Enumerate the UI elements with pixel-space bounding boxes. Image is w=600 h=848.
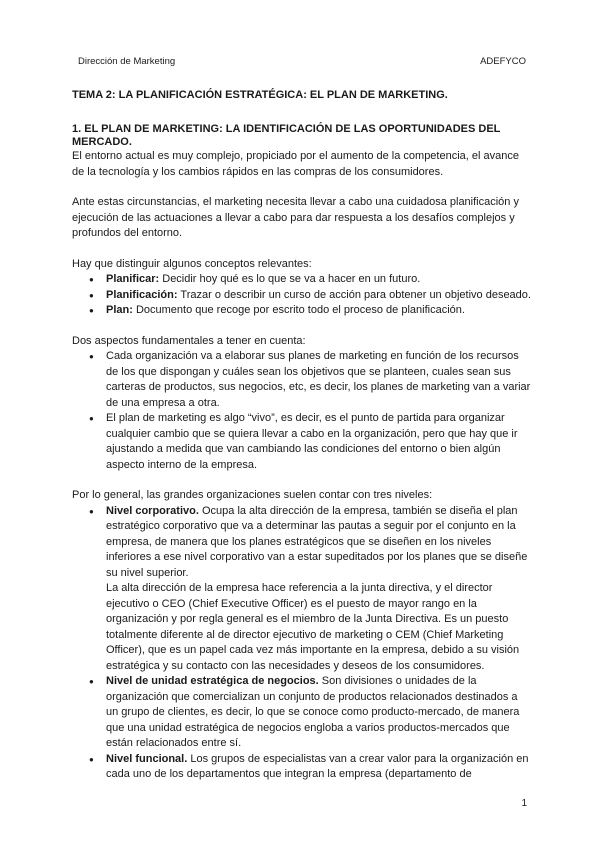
list-item <box>106 288 532 304</box>
document-body <box>72 88 532 783</box>
paragraph: Dos aspectos fundamentales a tener en cuenta: <box>72 334 306 347</box>
aspects-list <box>72 349 532 473</box>
paragraph: Ante estas circunstancias, el marketing necesita llevar a cabo una cuidadosa planificación y ejecución de las actuaciones a llevar a cabo para dar respuesta a los desafíos complejos y profundos del entorno. <box>72 196 519 239</box>
term: Nivel funcional. <box>106 752 188 765</box>
list-item <box>106 752 532 783</box>
list-item: ● El plan de marketing es algo “vivo”, es decir, es el punto de partida para organizar cualquier cambio que se quiera llevar a cabo en la organización, pero que hay que ir ajustando a medida que van cambiando las condiciones del entorno o bien algún aspecto interno de la empresa. <box>106 411 532 473</box>
term: Planificar: <box>106 273 160 285</box>
list-item <box>106 303 532 319</box>
definition: Documento que recoge por escrito todo el proceso de planificación. <box>132 304 465 316</box>
header-left: Dirección de Marketing <box>78 56 176 67</box>
definition: Trazar o describir un curso de acción para obtener un objetivo deseado. <box>177 288 531 301</box>
paragraph: Hay que distinguir algunos conceptos relevantes: <box>72 257 312 270</box>
header-right: ADEFYCO <box>480 56 526 67</box>
list-item <box>106 674 532 752</box>
definition-extra: La alta dirección de la empresa hace referencia a la junta directiva, y el director ejecutivo o CEO (Chief Executive Officer) es el puesto de mayor rango en la organización y por regla general es el miembro de la Junta Directiva. Es un puesto totalmente diferente al de director ejecutivo de marketing o CEM (Chief Marketing Officer), que es un papel cada vez más importante en la empresa, debido a su visión estratégica y su contacto con las necesidades y deseos de los consumidores. <box>106 582 520 672</box>
page-number: 1 <box>521 798 527 809</box>
levels-list <box>72 504 532 783</box>
definition: Son divisiones o unidades de la organización que comercializan un conjunto de productos relacionados destinados a un grupo de clientes, es decir, lo que se conoce como producto-mercado, de manera que una unidad estratégica de negocios engloba a varios productos-mercados que están relacionados entre sí. <box>106 675 520 749</box>
definition: Los grupos de especialistas van a crear valor para la organización en cada uno de los departamentos que integran la empresa (departamento de <box>106 752 529 780</box>
list-item <box>106 272 532 288</box>
section-heading: 1. EL PLAN DE MARKETING: LA IDENTIFICACIÓN DE LAS OPORTUNIDADES DEL MERCADO. <box>72 123 501 148</box>
definition: Ocupa la alta dirección de la empresa, también se diseña el plan estratégico corporativo que va a determinar las pautas a seguir por el conjunto en la empresa, de manera que los planes estratégicos que se diseñen en los niveles inferiores a ese nivel corporativo van a estar supeditados por los planes que se diseñe su nivel superior. <box>106 504 528 579</box>
document-title: TEMA 2: LA PLANIFICACIÓN ESTRATÉGICA: EL PLAN DE MARKETING. <box>72 89 448 101</box>
term: Planificación: <box>106 288 178 301</box>
term: Nivel corporativo. <box>106 504 199 517</box>
paragraph: Por lo general, las grandes organizaciones suelen contar con tres niveles: <box>72 489 433 501</box>
concepts-list <box>72 272 532 319</box>
definition: Decidir hoy qué es lo que se va a hacer en un futuro. <box>159 273 421 285</box>
paragraph: El entorno actual es muy complejo, propiciado por el aumento de la competencia, el avance de la tecnología y los cambios rápidos en las compras de los consumidores. <box>72 150 519 178</box>
list-item: ● Cada organización va a elaborar sus planes de marketing en función de los recursos de los que dispongan y cuáles sean los objetivos que se planteen, cuales sean sus carteras de productos, sus negocios, etc, es decir, los planes de marketing van a variar de una empresa a otra. <box>106 349 532 411</box>
term: Nivel de unidad estratégica de negocios. <box>106 675 319 687</box>
list-item <box>106 504 532 675</box>
term: Plan: <box>106 304 133 316</box>
